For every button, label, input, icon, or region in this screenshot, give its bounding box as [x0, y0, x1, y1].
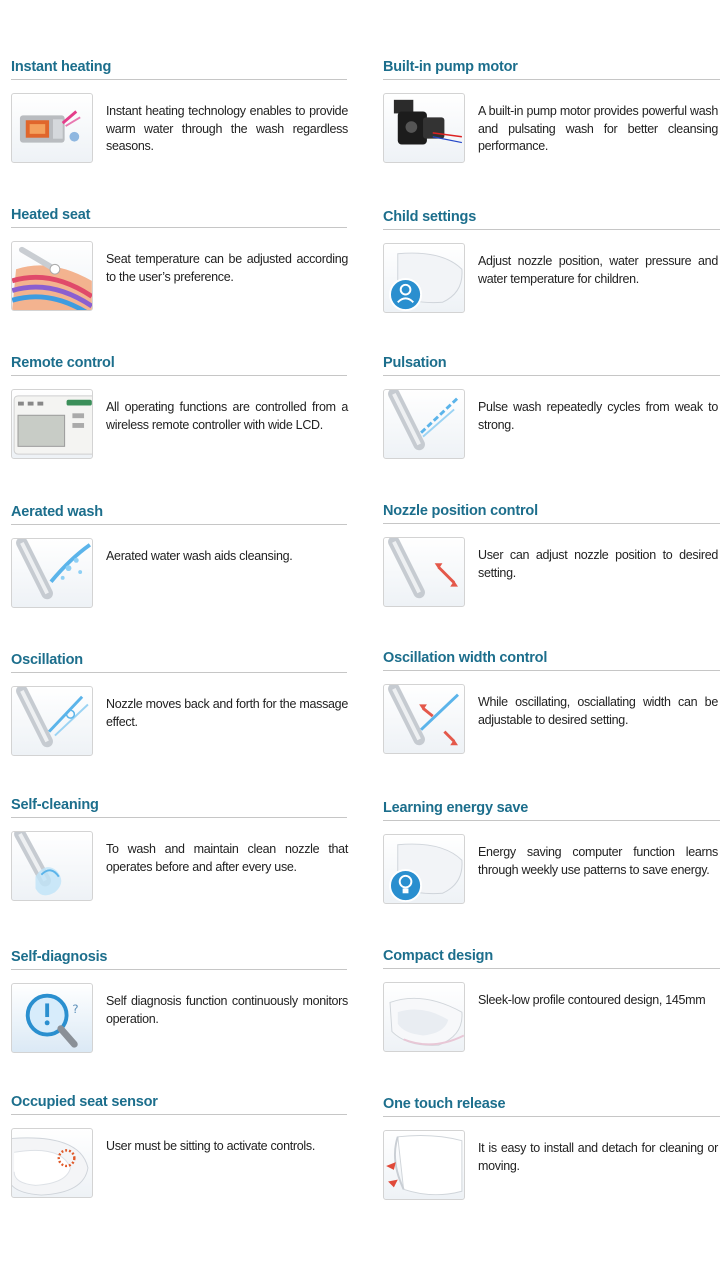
seat-sensor-icon — [11, 1128, 93, 1198]
feature-title: Pulsation — [383, 355, 447, 371]
feature-description: To wash and maintain clean nozzle that operates before and after every use. — [106, 842, 348, 874]
feature-title: Learning energy save — [383, 800, 529, 816]
pump-motor-icon — [383, 93, 465, 163]
feature-description: Seat temperature can be adjusted according to the user’s preference. — [106, 252, 348, 284]
feature-title: One touch release — [383, 1096, 506, 1112]
divider — [383, 523, 720, 524]
divider — [11, 969, 347, 970]
feature-description: Instant heating technology enables to provide warm water through the wash regardless seasons. — [106, 104, 348, 153]
feature-description: Sleek-low profile contoured design, 145mm — [478, 993, 706, 1007]
divider — [383, 79, 720, 80]
divider — [383, 229, 720, 230]
feature-title: Aerated wash — [11, 504, 103, 520]
divider — [11, 524, 347, 525]
svg-text:?: ? — [72, 1002, 79, 1017]
feature-description: A built-in pump motor provides powerful wash and pulsating wash for better cleansing performance. — [478, 104, 718, 153]
feature-description: Adjust nozzle position, water pressure and water temperature for children. — [478, 254, 718, 286]
feature-title: Child settings — [383, 209, 477, 225]
remote-control-icon — [11, 389, 93, 459]
divider — [383, 968, 720, 969]
divider — [11, 227, 347, 228]
pulsation-nozzle-icon — [383, 389, 465, 459]
feature-title: Heated seat — [11, 207, 91, 223]
energy-save-icon — [383, 834, 465, 904]
feature-title: Self-cleaning — [11, 797, 99, 813]
feature-title: Oscillation width control — [383, 650, 548, 666]
divider — [383, 375, 720, 376]
feature-description: While oscillating, osciallating width can be adjustable to desired setting. — [478, 695, 718, 727]
feature-description: User can adjust nozzle position to desired setting. — [478, 548, 718, 580]
oscillation-width-icon — [383, 684, 465, 754]
divider — [11, 817, 347, 818]
divider — [11, 375, 347, 376]
divider — [383, 670, 720, 671]
feature-title: Oscillation — [11, 652, 83, 668]
feature-title: Built-in pump motor — [383, 59, 518, 75]
feature-title: Remote control — [11, 355, 115, 371]
feature-title: Compact design — [383, 948, 493, 964]
compact-seat-icon — [383, 982, 465, 1052]
self-cleaning-icon — [11, 831, 93, 901]
heated-seat-icon — [11, 241, 93, 311]
feature-description: Nozzle moves back and forth for the massage effect. — [106, 697, 348, 729]
divider — [11, 672, 347, 673]
child-icon — [383, 243, 465, 313]
feature-title: Self-diagnosis — [11, 949, 108, 965]
feature-title: Nozzle position control — [383, 503, 538, 519]
feature-title: Occupied seat sensor — [11, 1094, 158, 1110]
feature-description: All operating functions are controlled from a wireless remote controller with wide LCD. — [106, 400, 348, 432]
one-touch-release-icon — [383, 1130, 465, 1200]
divider — [383, 820, 720, 821]
feature-description: Aerated water wash aids cleansing. — [106, 549, 293, 563]
aerated-wash-icon — [11, 538, 93, 608]
feature-title: Instant heating — [11, 59, 112, 75]
feature-description: It is easy to install and detach for cleaning or moving. — [478, 1141, 718, 1173]
divider — [11, 1114, 347, 1115]
feature-description: User must be sitting to activate controls. — [106, 1139, 316, 1153]
divider — [383, 1116, 720, 1117]
feature-description: Pulse wash repeatedly cycles from weak to strong. — [478, 400, 718, 432]
nozzle-position-icon — [383, 537, 465, 607]
feature-description: Self diagnosis function continuously monitors operation. — [106, 994, 348, 1026]
feature-description: Energy saving computer function learns through weekly use patterns to save energy. — [478, 845, 718, 877]
heater-icon — [11, 93, 93, 163]
divider — [11, 79, 347, 80]
diagnosis-icon — [11, 983, 93, 1053]
oscillation-icon — [11, 686, 93, 756]
